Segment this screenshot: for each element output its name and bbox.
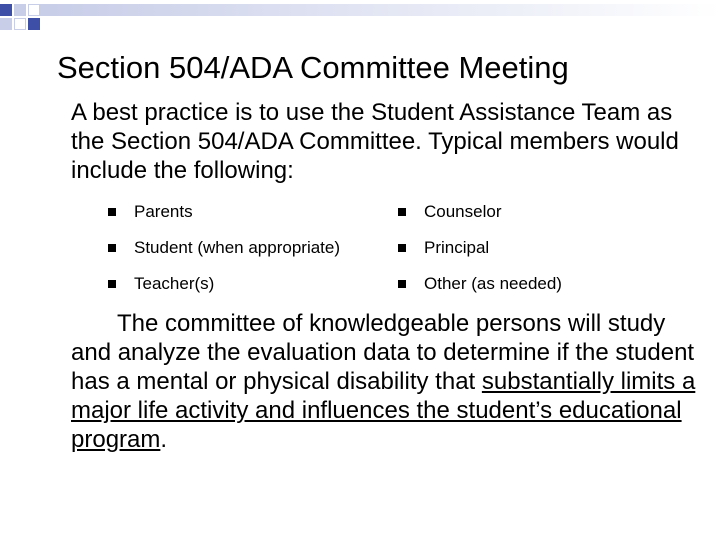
list-item: Student (when appropriate) (108, 238, 340, 258)
definition-paragraph (71, 309, 711, 454)
square-bullet-icon (398, 280, 406, 288)
paragraph-text: The committee of knowledgeable persons will study and analyze the evaluation data to determine if the student has a mental or physical disability that (71, 310, 695, 395)
list-item: Other (as needed) (398, 274, 562, 294)
deco-square (0, 4, 12, 16)
deco-square (14, 18, 26, 30)
slide-title: Section 504/ADA Committee Meeting (57, 50, 569, 85)
square-bullet-icon (398, 244, 406, 252)
intro-text: A best practice is to use the Student Assistance Team as the Section 504/ADA Committee. Typical members would include the following: (71, 99, 679, 184)
paragraph-end: . (160, 426, 168, 453)
square-bullet-icon (398, 208, 406, 216)
list-item: Principal (398, 238, 489, 258)
square-bullet-icon (108, 280, 116, 288)
deco-square (14, 4, 26, 16)
deco-gradient-bar (40, 4, 720, 16)
list-item: Counselor (398, 202, 502, 222)
list-item: Parents (108, 202, 193, 222)
deco-square (0, 18, 12, 30)
square-bullet-icon (108, 244, 116, 252)
deco-square (28, 4, 40, 16)
square-bullet-icon (108, 208, 116, 216)
deco-square (28, 18, 40, 30)
underlined-phrase: substantially limits a major life activity and influences the student’s educational program (71, 368, 696, 453)
decorative-header-band (0, 0, 720, 40)
list-item: Teacher(s) (108, 274, 214, 294)
